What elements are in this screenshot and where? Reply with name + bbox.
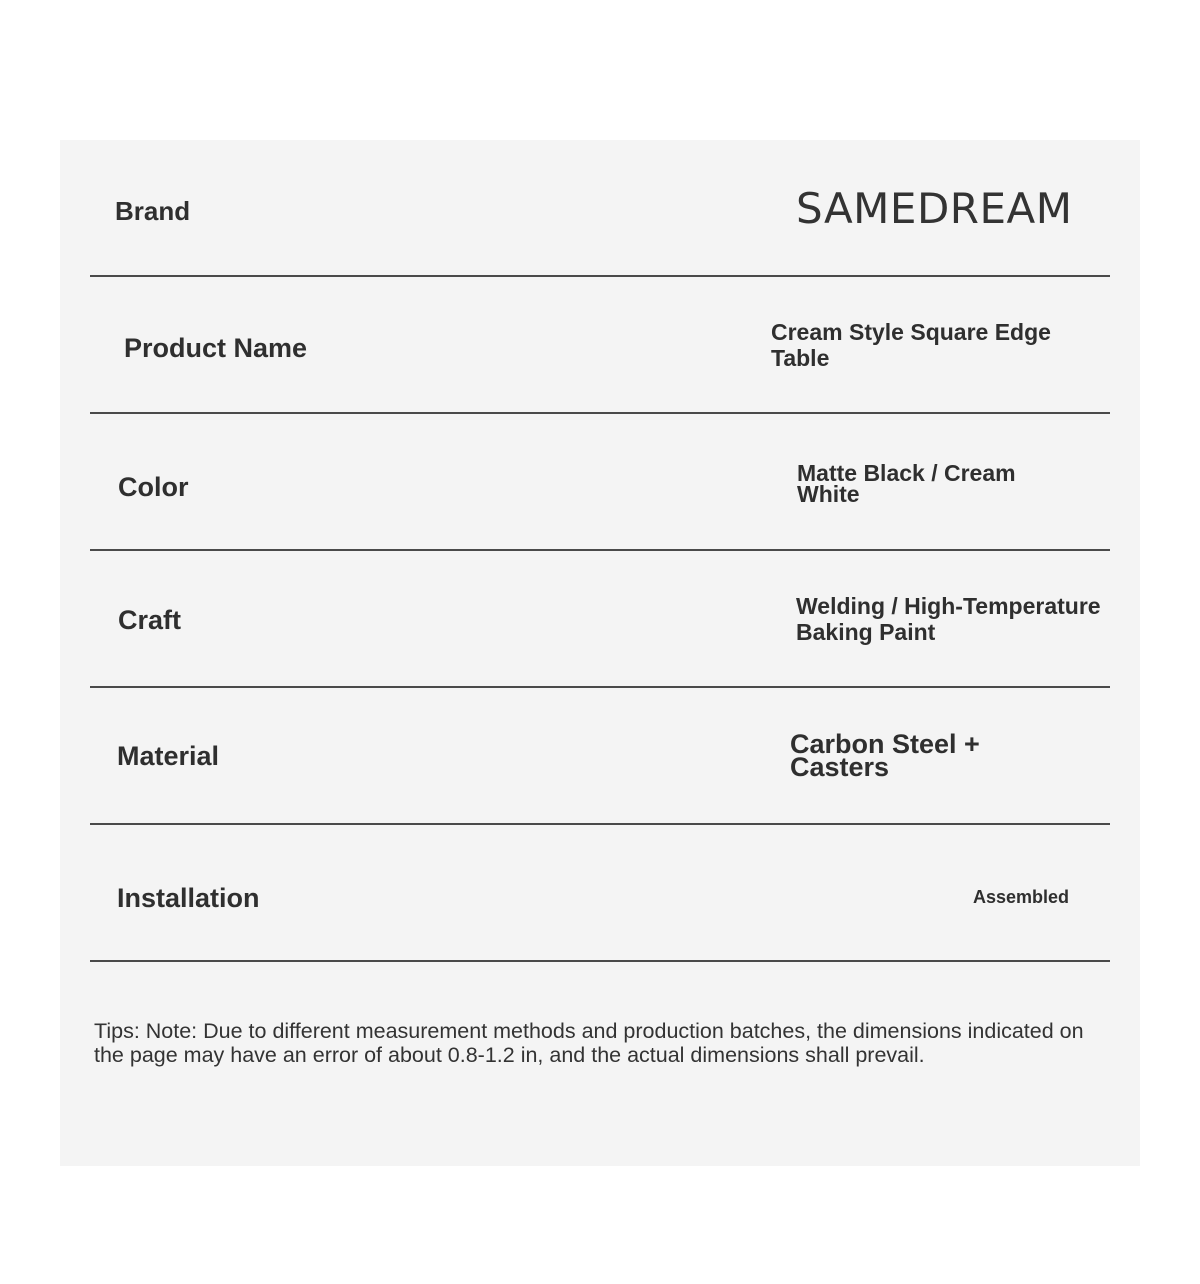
divider [90,275,1110,277]
brand-logo: SAMEDREAM [796,184,1073,233]
divider [90,686,1110,688]
brand-label: Brand [115,196,191,226]
divider [90,549,1110,551]
divider [90,412,1110,414]
divider [90,823,1110,825]
color-value: Matte Black / Cream White [797,460,1016,507]
installation-value: Assembled [973,887,1070,907]
spec-panel [60,140,1140,1166]
installation-label: Installation [117,883,260,913]
material-value: Carbon Steel + Casters [790,729,980,782]
product-name-label: Product Name [124,333,308,363]
craft-label: Craft [118,605,182,635]
divider [90,960,1110,962]
craft-value: Welding / High-Temperature Baking Paint [796,593,1101,645]
color-label: Color [118,472,189,502]
tips-note: Tips: Note: Due to different measurement methods and production batches, the dimensions indicated on the page may have an error of about 0.8-1.2 in, and the actual dimensions shall prevail. [94,1019,1084,1067]
material-label: Material [117,741,220,771]
product-name-value: Cream Style Square Edge Table [771,319,1051,371]
